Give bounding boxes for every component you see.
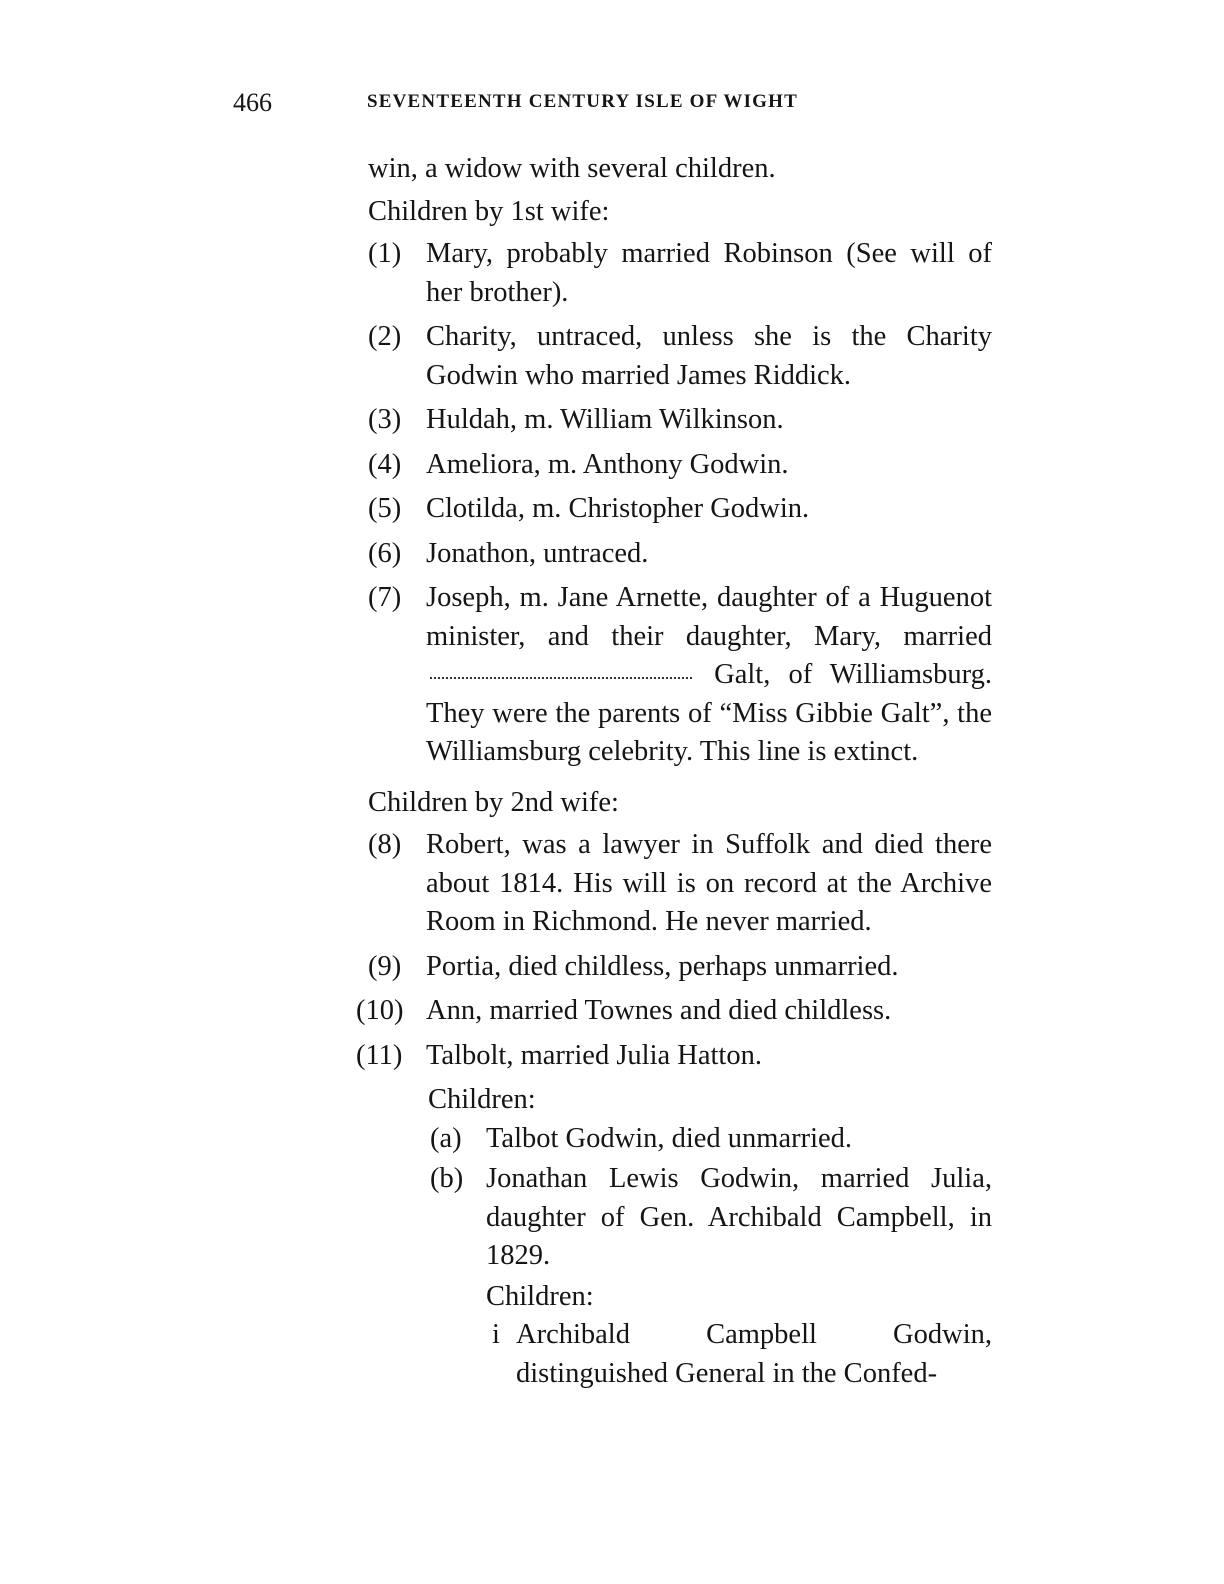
child-entry-8 <box>368 826 992 942</box>
child-entry-4 <box>368 446 992 485</box>
entry-text: Jonathon, untraced. <box>426 537 649 569</box>
entry-letter: (a) <box>430 1122 462 1154</box>
child-entry-2 <box>368 318 992 395</box>
child-entry-10 <box>356 992 992 1031</box>
entry-number: (7) <box>368 582 402 613</box>
entry-number: (5) <box>368 493 402 524</box>
entry-number: (8) <box>368 829 402 860</box>
entry-number: (11) <box>356 1039 403 1071</box>
grandchild-entry-b <box>368 1160 992 1276</box>
entry-text: Portia, died childless, perhaps unmarried. <box>426 950 899 982</box>
entry-text: Huldah, m. William Wilkinson. <box>426 404 784 435</box>
entry-text: Mary, probably married Robinson (See will of her brother). <box>426 238 992 308</box>
first-wife-heading: Children by 1st wife: <box>368 195 610 227</box>
entry-text: Ameliora, m. Anthony Godwin. <box>426 448 789 480</box>
entry-number: (2) <box>368 321 402 352</box>
page-body <box>356 150 992 1393</box>
dotted-blank <box>430 673 692 679</box>
entry-text <box>426 579 992 772</box>
continuation-line: win, a widow with several children. <box>368 153 776 184</box>
entry-text-before-blank: Joseph, m. Jane Arnette, daughter of a Huguenot minister, and their daughter, Mary, married <box>426 582 992 652</box>
entry-text: Jonathan Lewis Godwin, married Julia, daughter of Gen. Archibald Campbell, in 1829. <box>486 1163 992 1271</box>
entry-text-after-blank: Galt, of Williamsburg. They were the parents of “Miss Gibbie Galt”, the Williamsburg celebrity. This line is extinct. <box>426 659 992 767</box>
entry-text: Robert, was a lawyer in Suffolk and died there about 1814. His will is on record at the Archive Room in Richmond. He never married. <box>426 829 992 937</box>
entry-text: Archibald Campbell Godwin, distinguished General in the Confed- <box>516 1319 992 1389</box>
talbolt-children-heading: Children: <box>428 1084 536 1115</box>
entry-numeral: i <box>492 1319 500 1350</box>
running-title: SEVENTEENTH CENTURY ISLE OF WIGHT <box>367 91 798 112</box>
entry-number: (4) <box>368 448 402 480</box>
child-entry-9 <box>368 948 992 987</box>
page-number: 466 <box>233 88 272 117</box>
entry-number: (6) <box>368 537 402 569</box>
child-entry-6 <box>368 535 992 574</box>
entry-number: (3) <box>368 404 402 435</box>
entry-text: Charity, untraced, unless she is the Charity Godwin who married James Riddick. <box>426 321 992 391</box>
entry-number: (1) <box>368 238 402 269</box>
second-wife-heading: Children by 2nd wife: <box>368 786 619 818</box>
grandchild-entry-a <box>368 1120 992 1159</box>
entry-text: Talbolt, married Julia Hatton. <box>426 1039 762 1071</box>
child-entry-7 <box>368 579 992 772</box>
page-header <box>0 88 1224 120</box>
child-entry-11 <box>356 1037 992 1076</box>
entry-text: Clotilda, m. Christopher Godwin. <box>426 493 810 524</box>
great-grandchild-entry-i <box>368 1316 992 1393</box>
entry-text: Ann, married Townes and died childless. <box>426 995 892 1026</box>
entry-number: (10) <box>356 995 404 1026</box>
child-entry-5 <box>368 490 992 529</box>
jonathan-children-heading: Children: <box>486 1280 594 1312</box>
entry-number: (9) <box>368 950 402 982</box>
entry-letter: (b) <box>430 1163 464 1194</box>
entry-text: Talbot Godwin, died unmarried. <box>486 1122 853 1154</box>
child-entry-3 <box>368 401 992 440</box>
child-entry-1 <box>368 235 992 312</box>
